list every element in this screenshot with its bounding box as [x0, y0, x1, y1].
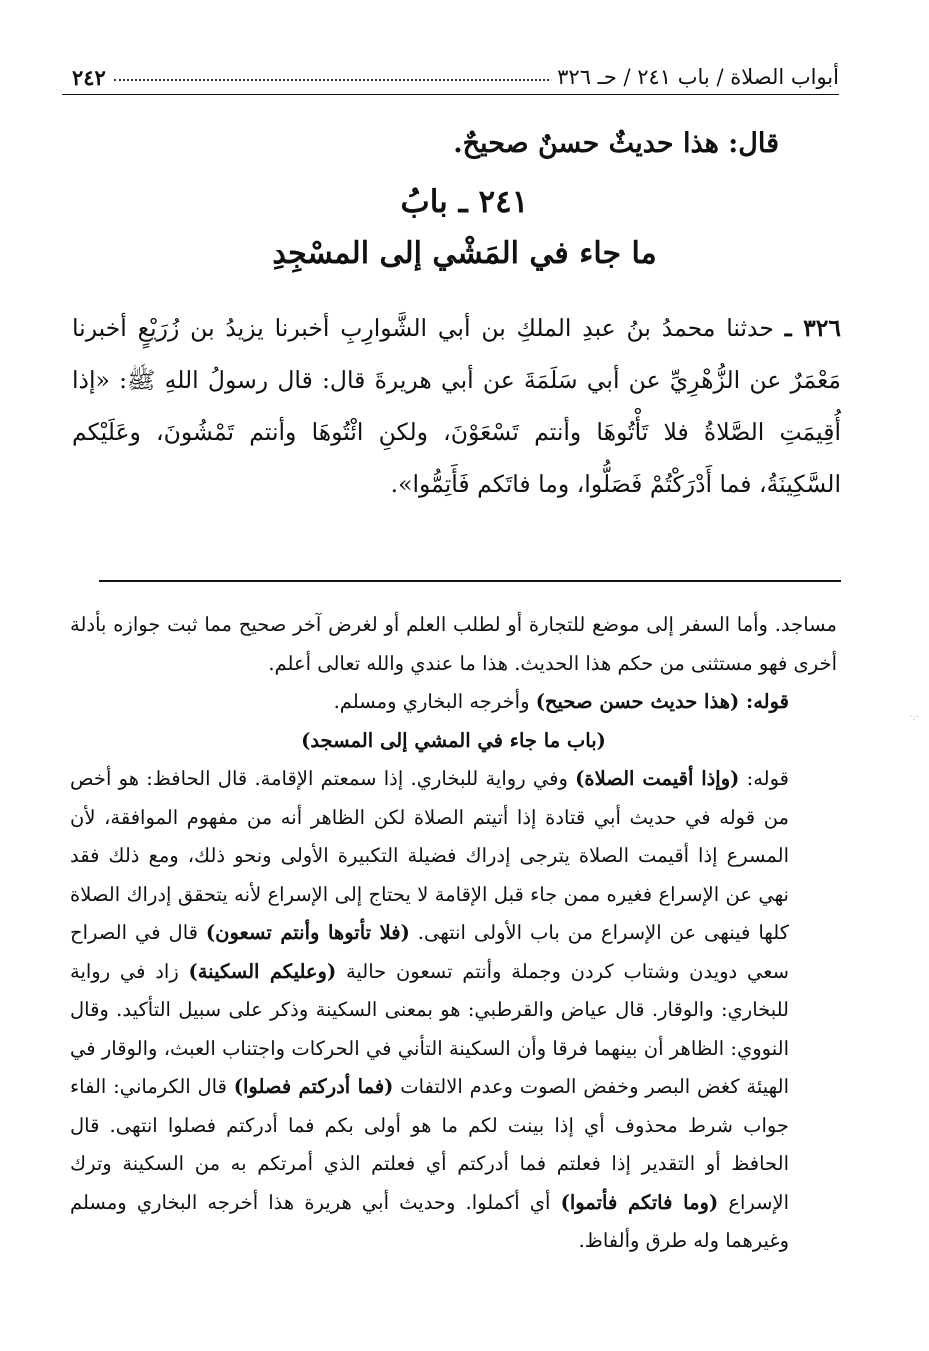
- chapter-number: ٢٤١ ـ بابُ: [400, 184, 529, 220]
- commentary-text: وفي رواية للبخاري. إذا سمعتم الإقامة. قال الحافظ: هو أخص من قوله في حديث أبي قتادة إذا أتيتم الصلاة لكن الظاهر أنه من مفهوم الموافقة، لأن المسرع إذا أقيمت الصلاة يترجى إدراك فضيلة التكبيرة الأولى ونحو ذلك، ومع ذلك فقد نهي عن الإسراع فغيره ممن جاء قبل الإقامة لا يحتاج إلى الإسراع لأنه يتحقق إدراك الصلاة كلها فينهى عن الإسراع من باب الأولى انتهى.: [70, 767, 790, 944]
- running-header: [62, 60, 839, 95]
- scan-speck: ·:·: [909, 712, 919, 723]
- commentary-block: [70, 606, 837, 1261]
- hadith-text: حدثنا محمدُ بنُ عبدِ الملكِ بن أبي الشَّوارِبِ أخبرنا يزيدُ بن زُرَيْعٍ أخبرنا مَعْمَرٌ عن الزُّهْرِيِّ عن أبي سَلَمَةَ عن أبي هريرةَ قال: قال رسولُ اللهِ ﷺ: «إذا أُقِيمَتِ الصَّلاةُ فلا تَأْتُوهَا وأنتم تَسْعَوْنَ، ولكنِ ائْتُوهَا وأنتم تَمْشُونَ، وعَلَيْكم السَّكِينَةُ، فما أَدْرَكْتُمْ فَصَلُّوا، وما فاتَكم فَأَتِمُّوا».: [72, 314, 841, 498]
- commentary-text: وأخرجه البخاري ومسلم.: [333, 690, 536, 713]
- commentary-text: زاد في رواية للبخاري: والوقار. قال عياض والقرطبي: هو بمعنى السكينة وذكر على سبيل التأكيد. وقال النووي: الظاهر أن بينهما فرقا وأن السكينة التأني في الحركات واجتناب العبث، والوقار في الهيئة كغض البصر وخفض الصوت وعدم الالتفات: [70, 959, 789, 1098]
- header-dotted-leader: [114, 69, 549, 81]
- commentary-paragraph-2: [70, 683, 837, 722]
- quoted-phrase: (وما فاتكم فأتموا): [560, 1190, 719, 1214]
- commentary-text: أي أكملوا. وحديث أبي هريرة هذا أخرجه البخاري ومسلم وغيرهما وله طرق وألفاظ.: [70, 1190, 789, 1252]
- commentary-heading: (باب ما جاء في المشي إلى المسجد): [301, 728, 606, 752]
- quoted-phrase: (فما أدركتم فصلوا): [233, 1075, 394, 1098]
- quoted-phrase: قوله: (هذا حديث حسن صحيح): [535, 690, 789, 713]
- chapter-title: ما جاء في المَشْي إلى المسْجِدِ: [272, 236, 657, 271]
- grading-line: قال: هذا حديثٌ حسنٌ صحيحٌ.: [453, 128, 779, 159]
- running-title: أبواب الصلاة / باب ٢٤١ / حـ ٣٢٦: [557, 65, 839, 89]
- commentary-text: قال الكرماني: الفاء جواب شرط محذوف أي إذا بينت لكم ما هو أولى بكم فما أدركتم فصلوا انتهى. قال الحافظ أو التقدير إذا فعلتم فما أدركتم أي فعلتم الذي أمرتكم به من السكينة وترك الإسراع: [70, 1075, 790, 1214]
- quoted-phrase: (وعليكم السكينة): [188, 959, 337, 983]
- commentary-text: قال في الصراح سعي دويدن وشتاب كردن وجملة وأنتم تسعون حالية: [70, 921, 789, 983]
- quoted-phrase: (وإذا أقيمت الصلاة): [575, 767, 740, 790]
- hadith-text-block: [72, 302, 841, 510]
- commentary-paragraph-3: [70, 760, 837, 1261]
- commentary-paragraph-1: مساجد. وأما السفر إلى موضع للتجارة أو لطلب العلم أو لغرض آخر صحيح مما ثبت جوازه بأدلة أخرى فهو مستثنى من حكم هذا الحديث. هذا ما عندي والله تعالى أعلم.: [70, 613, 837, 675]
- page-number: ٢٤٢: [72, 64, 106, 90]
- quoted-phrase: (فلا تأتوها وأنتم تسعون): [205, 921, 410, 944]
- hadith-number: ٣٢٦ ـ: [784, 314, 841, 342]
- commentary-text: قوله:: [739, 767, 789, 790]
- footnote-separator: [99, 580, 841, 582]
